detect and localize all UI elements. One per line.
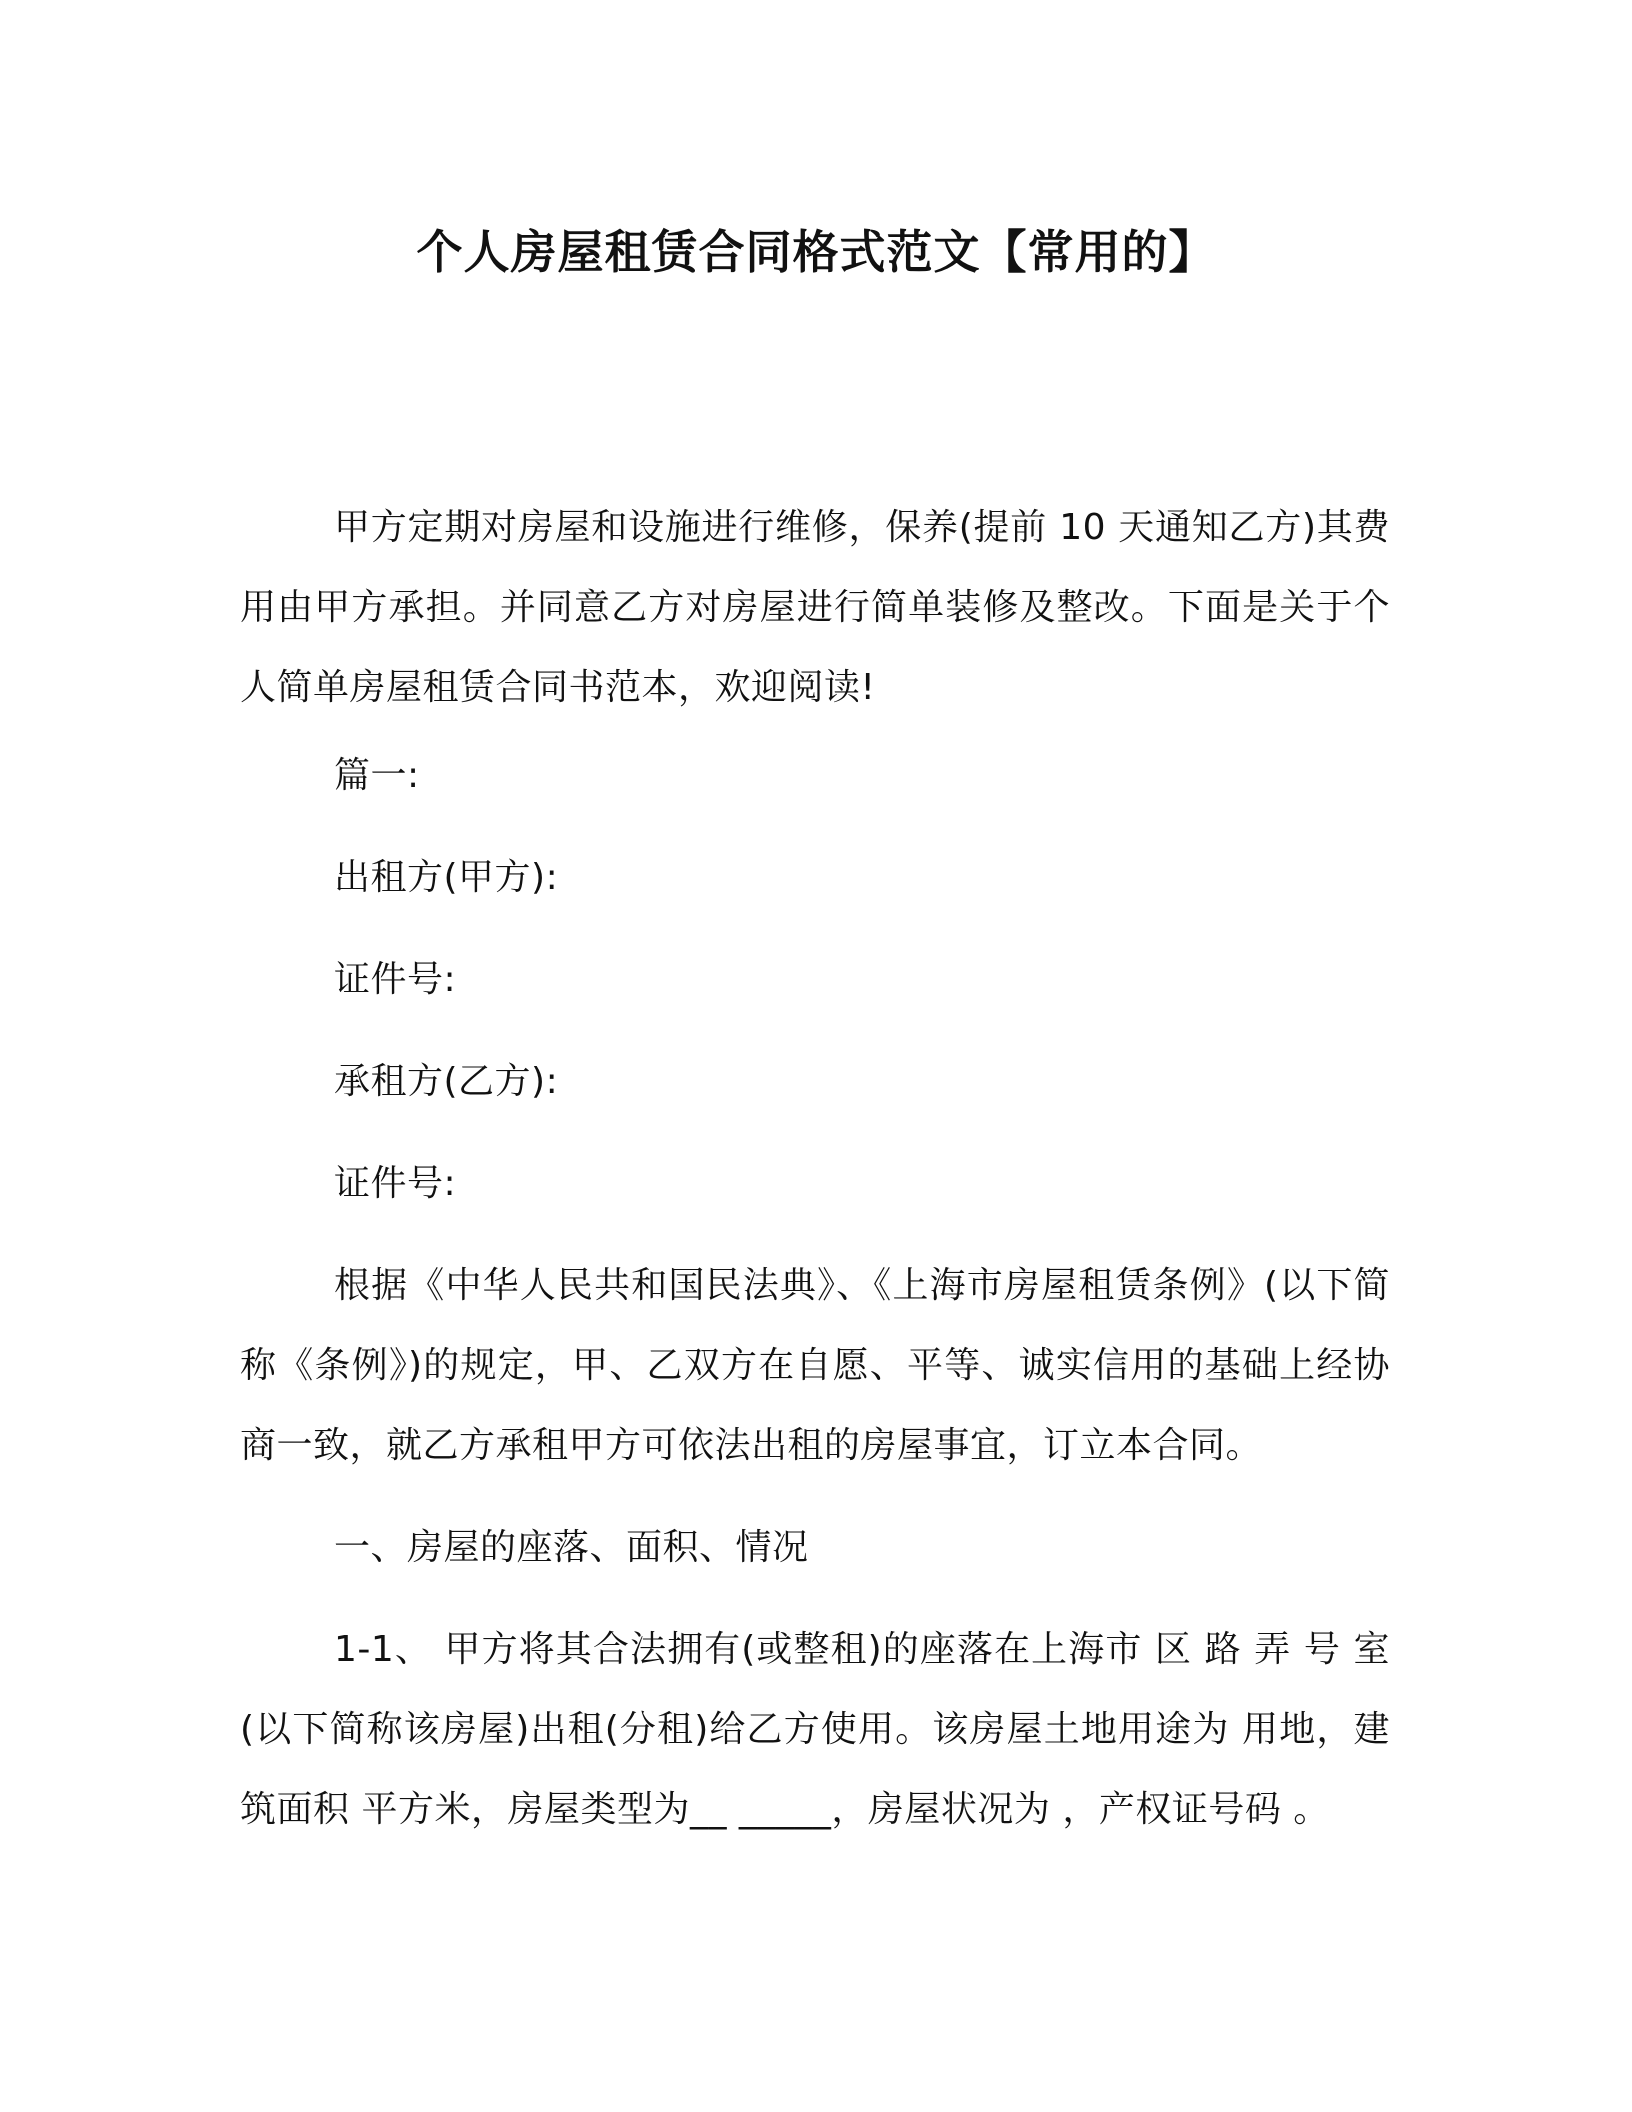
party-b-id-label: 证件号: bbox=[334, 1163, 457, 1204]
clause-heading: 一、房屋的座落、面积、情况 bbox=[334, 1527, 809, 1568]
party-a-id-label: 证件号: bbox=[334, 959, 457, 1000]
party-a-label: 出租方(甲方): bbox=[334, 857, 559, 898]
document-title: 个人房屋租赁合同格式范文【常用的】 bbox=[416, 225, 1216, 279]
basis-paragraph: 根据《中华人民共和国民法典》、《上海市房屋租赁条例》(以下简称《条例》)的规定，甲、乙双方在自愿、平等、诚实信用的基础上经协商一致，就乙方承租甲方可依法出租的房屋事宜，订立本合同。 bbox=[240, 1265, 1390, 1466]
section-label: 篇一: bbox=[334, 755, 420, 796]
clause-1-1-paragraph: 1-1、 甲方将其合法拥有(或整租)的座落在上海市 区 路 弄 号 室(以下简称该房屋)出租(分租)给乙方使用。该房屋土地用途为 用地，建筑面积 平方米，房屋类型为__ _____，房屋状况为 ，产权证号码 。 bbox=[240, 1629, 1390, 1830]
intro-paragraph: 甲方定期对房屋和设施进行维修，保养(提前 10 天通知乙方)其费用由甲方承担。并同意乙方对房屋进行简单装修及整改。下面是关于个人简单房屋租赁合同书范本，欢迎阅读! bbox=[240, 507, 1390, 708]
party-b-label: 承租方(乙方): bbox=[334, 1061, 559, 1102]
